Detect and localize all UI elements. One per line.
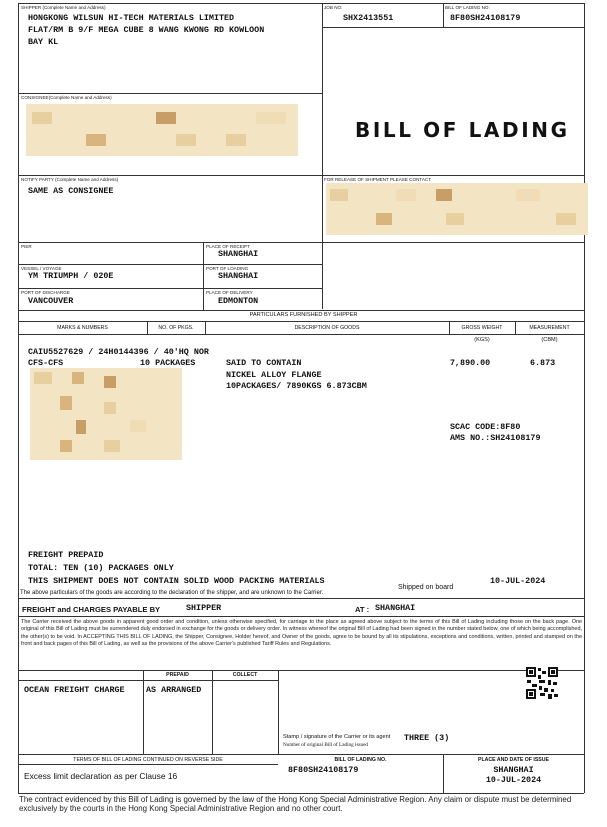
ams-number: AMS NO.:SH24108179: [450, 433, 541, 443]
document-title: BILL OF LADING: [355, 118, 570, 142]
release-contact-label: FOR RELEASE OF SHIPMENT PLEASE CONTACT: [324, 177, 432, 182]
place-of-delivery-label: PLACE OF DELIVERY: [206, 290, 253, 295]
container-info: CAIU5527629 / 24H0144396 / 40'HQ NOR: [28, 347, 209, 357]
governing-law-statement: The contract evidenced by this Bill of Lading is governed by the law of the Hong Kong Special Administrative Region. Any claim or dispute must be determined exclusively by the courts in the Hong Kong Special Administrative Region and no other court.: [19, 795, 572, 813]
place-of-delivery-value: EDMONTON: [218, 296, 259, 306]
shipped-on-board-label: Shipped on board: [398, 584, 454, 591]
originals-issued-value: THREE (3): [404, 733, 450, 743]
col-measurement: MEASUREMENT: [529, 325, 570, 331]
carrier-terms-text: The Carrier received the above goods in apparent good order and condition, unless otherwise specified, for carriage to the place as agreed above subject to the terms of this Bill of Lading including those on the back page. One original of this Bill of Lading must be surrendered duly endorsed in exchange for the goods or delivery order. In witness whereof the original Bill of Lading had been signed in the number stated below, one of which being accomplished, the other(s) to be void. In ACCEPTING THIS BILL OF LADING, the Shipper, Consignee, Holder hereof, and Owner of the goods, agree to be bound by all its stipulations, exceptions and conditions, written, printed and stamped on the front and back pages of this Bill of Lading, as well as the provisions of the above Carrier's published Tariff Rules and Regulations.: [21, 619, 582, 647]
col-marks-numbers: MARKS & NUMBERS: [57, 325, 108, 331]
col-gross-weight: GROSS WEIGHT: [461, 325, 503, 331]
freight-payable-label: FREIGHT and CHARGES PAYABLE BY: [22, 605, 161, 614]
footer-bl-no-value: 8F80SH24108179: [288, 765, 359, 775]
col-description-of-goods: DESCRIPTION OF GOODS: [294, 325, 360, 331]
issue-place: SHANGHAI: [493, 765, 534, 775]
unit-cbm: (CBM): [541, 337, 558, 343]
place-of-receipt-label: PLACE OF RECEIPT: [206, 244, 250, 249]
place-of-receipt-value: SHANGHAI: [218, 249, 259, 259]
notify-party-label: NOTIFY PARTY (Complete Name and Address): [21, 177, 119, 182]
job-no-value: SHX2413551: [343, 13, 394, 23]
unit-kgs: (KGS): [474, 337, 490, 343]
consignee-redacted: [26, 104, 298, 156]
port-of-loading-value: SHANGHAI: [218, 271, 259, 281]
measurement-value: 6.873: [530, 358, 556, 368]
terms-continued-label: TERMS OF BILL OF LADING CONTINUED ON REVERSE SIDE: [73, 757, 223, 763]
shipper-label: SHIPPER (Complete Name and Address): [21, 5, 106, 10]
gross-weight-value: 7,890.00: [450, 358, 491, 368]
issue-date: 10-JUL-2024: [485, 775, 542, 785]
qr-code-icon: [526, 667, 558, 699]
goods-description-line2: NICKEL ALLOY FLANGE: [226, 370, 322, 380]
consignee-label: CONSIGNEE(Complete Name and Address): [21, 95, 112, 100]
service-mode: CFS-CFS: [28, 358, 64, 368]
notify-party-value: SAME AS CONSIGNEE: [28, 186, 114, 196]
shipper-name: HONGKONG WILSUN HI-TECH MATERIALS LIMITED: [28, 13, 235, 23]
shipper-declaration-note: The above particulars of the goods are according to the declaration of the shipper, and are unknown to the Carrier.: [20, 590, 324, 596]
bl-no-value: 8F80SH24108179: [450, 13, 521, 23]
place-date-issue-label: PLACE AND DATE OF ISSUE: [478, 757, 549, 763]
goods-description-line3: 10PACKAGES/ 7890KGS 6.873CBM: [226, 381, 367, 391]
freight-at-place: SHANGHAI: [375, 603, 416, 613]
total-packages: TOTAL: TEN (10) PACKAGES ONLY: [28, 563, 174, 573]
wood-packing-statement: THIS SHIPMENT DOES NOT CONTAIN SOLID WOOD PACKING MATERIALS: [28, 576, 325, 586]
vessel-voyage-label: VESSEL / VOYAGE: [21, 266, 62, 271]
shipping-marks-redacted: [30, 368, 182, 460]
bl-no-label: BILL OF LADING NO:: [445, 5, 490, 10]
shipped-on-board-date: 10-JUL-2024: [490, 576, 546, 586]
prepaid-label: PREPAID: [166, 672, 189, 678]
freight-at-label: AT :: [355, 605, 370, 614]
stamp-signature-label: Stamp / signature of the Carrier or its agent: [283, 734, 391, 740]
excess-limit-declaration: Excess limit declaration as per Clause 16: [24, 771, 178, 781]
job-no-label: JOB NO:: [324, 5, 343, 10]
freight-payer: SHIPPER: [186, 603, 222, 613]
shipper-address-line2: BAY KL: [28, 37, 59, 47]
package-count: 10 PACKAGES: [140, 358, 196, 368]
goods-description-line1: SAID TO CONTAIN: [226, 358, 302, 368]
ocean-freight-charge: OCEAN FREIGHT CHARGE: [24, 685, 125, 695]
collect-label: COLLECT: [232, 672, 258, 678]
footer-bl-no-label: BILL OF LADING NO.: [334, 757, 387, 763]
port-of-discharge-value: VANCOUVER: [28, 296, 74, 306]
ocean-freight-prepaid-value: AS ARRANGED: [146, 685, 202, 695]
scac-code: SCAC CODE:8F80: [450, 422, 521, 432]
col-number-of-packages: NO. OF PKGS.: [158, 325, 194, 331]
particulars-title: PARTICULARS FURNISHED BY SHIPPER: [249, 312, 358, 318]
port-of-discharge-label: PORT OF DISCHARGE: [21, 290, 70, 295]
port-of-loading-label: PORT OF LOADING: [206, 266, 249, 271]
release-contact-redacted: [326, 183, 588, 235]
pier-label: PIER: [21, 244, 32, 249]
shipper-address-line1: FLAT/RM B 9/F MEGA CUBE 8 WANG KWONG RD KOWLOON: [28, 25, 265, 35]
vessel-voyage-value: YM TRIUMPH / 020E: [28, 271, 114, 281]
freight-prepaid: FREIGHT PREPAID: [28, 550, 104, 560]
originals-issued-label: Number of original Bill of Lading issued: [283, 742, 369, 748]
